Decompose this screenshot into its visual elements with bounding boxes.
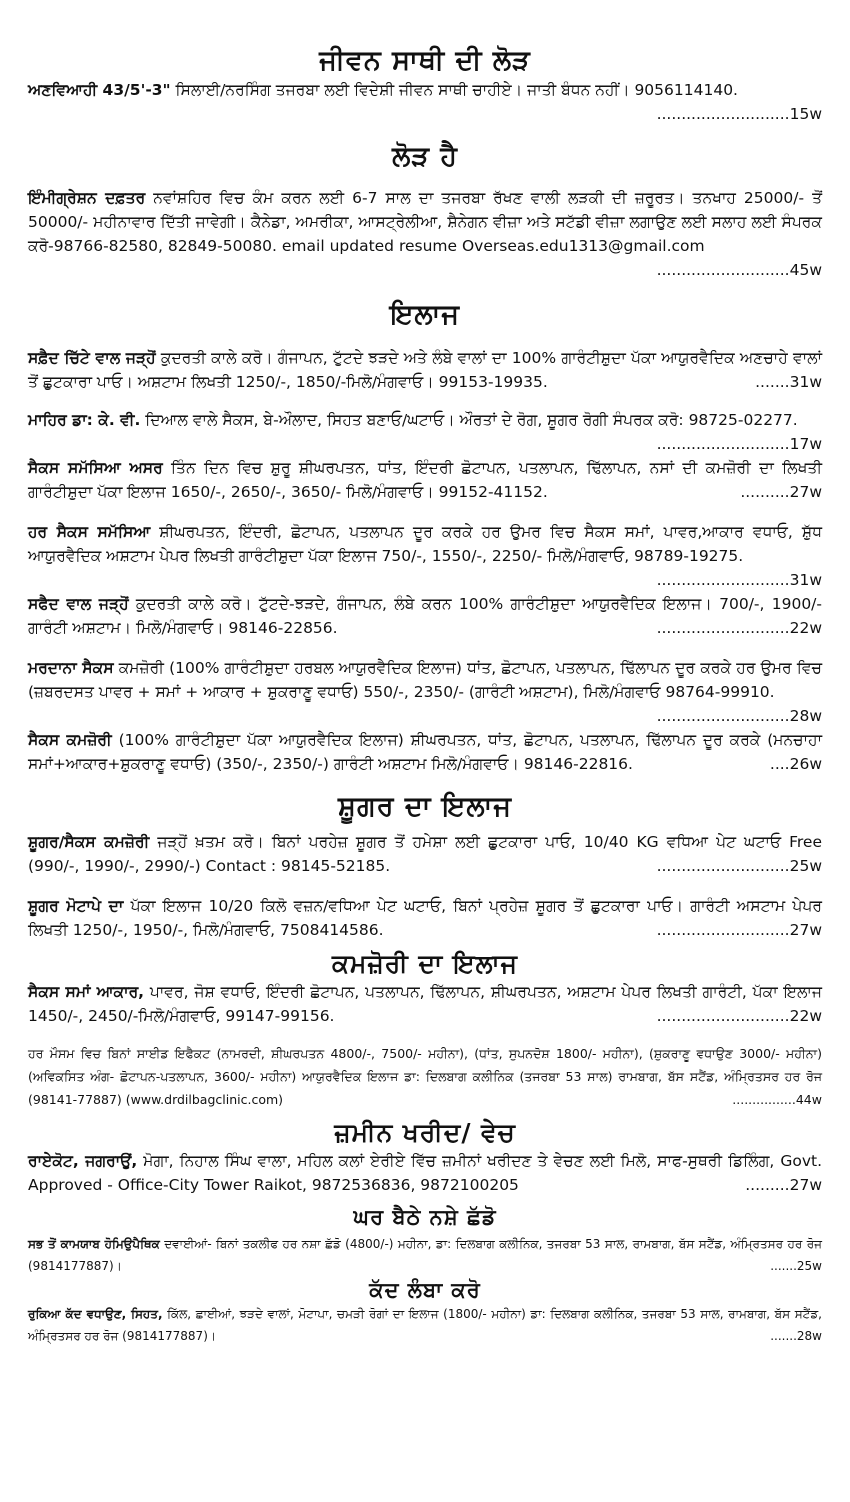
ad-male-sex-weakness bbox=[28, 656, 822, 725]
ad-lead: ਸਫ਼ੈਦ ਚਿੱਟੇ ਵਾਲ ਜੜ੍ਹੋਂ bbox=[28, 349, 156, 367]
ad-code: .......31w bbox=[755, 373, 822, 391]
section-heading-quit-addiction: ਘਰ ਬੈਠੇ ਨਸ਼ੇ ਛੱਡੋ bbox=[353, 1205, 497, 1229]
ad-white-hair-roots bbox=[28, 592, 822, 640]
ad-lead: ਸਫੈਦ ਵਾਲ ਜੜ੍ਹੋਂ bbox=[28, 595, 129, 613]
ad-body: ਕਿੱਲ, ਛਾਈਆਂ, ਝੜਦੇ ਵਾਲਾਂ, ਮੋਟਾਪਾ, ਚਮੜੀ ਰੋਗਾਂ ਦਾ ਇਲਾਜ (1800/- ਮਹੀਨਾ) ਡਾ: ਦਿਲਬਾਗ ਕਲੀਨਿਕ, ਤਜਰਬਾ 53 ਸਾਲ, ਰਾਮਬਾਗ, ਬੱਸ ਸਟੈਂਡ, ਅੰਮ੍ਰਿਤਸਰ ਹਰ ਰੋਜ (9814177887)। bbox=[28, 1307, 822, 1343]
ad-white-hair bbox=[28, 346, 822, 394]
ad-body: ਪਾਵਰ, ਜੋਸ਼ ਵਧਾਓ, ਇੰਦਰੀ ਛੋਟਾਪਨ, ਪਤਲਾਪਨ, ਢਿੱਲਾਪਨ, ਸ਼ੀਘਰਪਤਨ, ਅਸ਼ਟਾਮ ਪੇਪਰ ਲਿਖਤੀ ਗਾਰੰਟੀ, ਪੱਕਾ ਇਲਾਜ 1450/-, 2450/-ਮਿਲੋ/ਮੰਗਵਾਓ, 99147-99156. bbox=[28, 983, 822, 1025]
ad-lead: ਮਾਹਿਰ ਡਾ: ਕੇ. ਵੀ. bbox=[28, 411, 141, 429]
ad-body: ਮੋਗਾ, ਨਿਹਾਲ ਸਿੰਘ ਵਾਲਾ, ਮਹਿਲ ਕਲਾਂ ਏਰੀਏ ਵਿੱਚ ਜ਼ਮੀਨਾਂ ਖਰੀਦਣ ਤੇ ਵੇਚਣ ਲਈ ਮਿਲੋ, ਸਾਫ-ਸੁਥਰੀ ਡਿਲਿੰਗ, Govt. Approved - Office-City Tower Raikot, 9872536836, 9872100205 bbox=[28, 1152, 822, 1194]
section-heading-weakness-treatment: ਕਮਜ਼ੋਰੀ ਦਾ ਇਲਾਜ bbox=[331, 949, 519, 978]
ad-homeopathic-addiction bbox=[28, 1233, 822, 1277]
ad-code: ...........................22w bbox=[656, 1007, 822, 1025]
ad-sex-problem-effect bbox=[28, 456, 822, 504]
ad-body: ਦਿਆਲ ਵਾਲੇ ਸੈਕਸ, ਬੇ-ਔਲਾਦ, ਸਿਹਤ ਬਣਾਓ/ਘਟਾਓ। ਔਰਤਾਂ ਦੇ ਰੋਗ, ਸ਼ੂਗਰ ਰੋਗੀ ਸੰਪਰਕ ਕਰੋ: 98725-02277. bbox=[140, 411, 798, 429]
ad-immigration-office bbox=[28, 186, 822, 279]
ad-lead: ਸੈਕਸ ਸਮੱਸਿਆ ਅਸਰ bbox=[28, 459, 163, 477]
ad-body: ਦਵਾਈਆਂ- ਬਿਨਾਂ ਤਕਲੀਫ ਹਰ ਨਸ਼ਾ ਛੱਡੋ (4800/-) ਮਹੀਨਾ, ਡਾ: ਦਿਲਬਾਗ ਕਲੀਨਿਕ, ਤਜਰਬਾ 53 ਸਾਲ, ਰਾਮਬਾਗ, ਬੱਸ ਸਟੈਂਡ, ਅੰਮ੍ਰਿਤਸਰ ਹਰ ਰੋਜ (9814177887)। bbox=[28, 1237, 822, 1273]
ad-code: ...........................28w bbox=[656, 707, 822, 725]
ad-body: ਨਵਾਂਸ਼ਹਿਰ ਵਿਚ ਕੰਮ ਕਰਨ ਲਈ 6-7 ਸਾਲ ਦਾ ਤਜਰਬਾ ਰੱਖਣ ਵਾਲੀ ਲੜਕੀ ਦੀ ਜ਼ਰੂਰਤ। ਤਨਖਾਹ 25000/- ਤੋਂ 50000/- ਮਹੀਨਾਵਾਰ ਦਿੱਤੀ ਜਾਵੇਗੀ। ਕੈਨੇਡਾ, ਅਮਰੀਕਾ, ਆਸਟ੍ਰੇਲੀਆ, ਸ਼ੈਨੇਗਨ ਵੀਜ਼ਾ ਅਤੇ ਸਟੱਡੀ ਵੀਜ਼ਾ ਲਗਾਉਣ ਲਈ ਸਲਾਹ ਲਈ ਸੰਪਰਕ ਕਰੋ-98766-82580, 82849-50080. email updated resume Overseas.edu1313@gmail.com bbox=[28, 189, 822, 255]
ad-lead: ਇੰਮੀਗ੍ਰੇਸ਼ਨ ਦਫ਼ਤਰ bbox=[28, 189, 146, 207]
ad-body: ਕੁਦਰਤੀ ਕਾਲੇ ਕਰੋ। ਟੁੱਟਦੇ-ਝੜਦੇ, ਗੰਜਾਪਨ, ਲੰਬੇ ਕਰਨ 100% ਗਾਰੰਟੀਸ਼ੁਦਾ ਆਯੁਰਵੈਦਿਕ ਇਲਾਜ। 700/-, 1900/- ਗਾਰੰਟੀ ਅਸ਼ਟਾਮ। ਮਿਲੋ/ਮੰਗਵਾਓ। 98146-22856. bbox=[28, 595, 822, 637]
section-heading-sugar-treatment: ਸ਼ੂਗਰ ਦਾ ਇਲਾਜ bbox=[338, 791, 512, 822]
ad-sugar-sex-weakness bbox=[28, 830, 822, 878]
ad-sugar-obesity bbox=[28, 894, 822, 942]
ad-lead: ਅਣਵਿਆਹੀ 43/5'-3" bbox=[28, 81, 171, 99]
ad-code: ...........................22w bbox=[656, 619, 822, 637]
ad-body: ਕਮਜ਼ੋਰੀ (100% ਗਾਰੰਟੀਸ਼ੁਦਾ ਹਰਬਲ ਆਯੁਰਵੈਦਿਕ ਇਲਾਜ) ਧਾਂਤ, ਛੋਟਾਪਨ, ਪਤਲਾਪਨ, ਢਿੱਲਾਪਨ ਦੂਰ ਕਰਕੇ ਹਰ ਉਮਰ ਵਿਚ (ਜ਼ਬਰਦਸਤ ਪਾਵਰ + ਸਮਾਂ + ਆਕਾਰ + ਸ਼ੁਕਰਾਣੂ ਵਧਾਓ) 550/-, 2350/- (ਗਾਰੰਟੀ ਅਸ਼ਟਾਮ), ਮਿਲੋ/ਮੰਗਵਾਓ 98764-99910. bbox=[28, 659, 822, 701]
ad-body: ਜੜ੍ਹੋਂ ਖ਼ਤਮ ਕਰੋ। ਬਿਨਾਂ ਪਰਹੇਜ਼ ਸ਼ੂਗਰ ਤੋਂ ਹਮੇਸ਼ਾ ਲਈ ਛੁਟਕਾਰਾ ਪਾਓ, 10/40 KG ਵਧਿਆ ਪੇਟ ਘਟਾਓ Free (990/-, 1990/-, 2990/-) Contact : 98145-52185. bbox=[28, 833, 822, 875]
ad-code: ...........................27w bbox=[656, 921, 822, 939]
ad-body: ਸ਼ੀਘਰਪਤਨ, ਇੰਦਰੀ, ਛੋਟਾਪਨ, ਪਤਲਾਪਨ ਦੂਰ ਕਰਕੇ ਹਰ ਉਮਰ ਵਿਚ ਸੈਕਸ ਸਮਾਂ, ਪਾਵਰ,ਆਕਾਰ ਵਧਾਓ, ਸ਼ੁੱਧ ਆਯੁਰਵੈਦਿਕ ਅਸ਼ਟਾਮ ਪੇਪਰ ਲਿਖਤੀ ਗਾਰੰਟੀਸ਼ੁਦਾ ਪੱਕਾ ਇਲਾਜ 750/-, 1550/-, 2250/- ਮਿਲੋ/ਮੰਗਵਾਓ, 98789-19275. bbox=[28, 523, 822, 565]
ad-body: ਹਰ ਮੌਸਮ ਵਿਚ ਬਿਨਾਂ ਸਾਈਡ ਇਫੈਕਟ (ਨਾਮਰਦੀ, ਸ਼ੀਘਰਪਤਨ 4800/-, 7500/- ਮਹੀਨਾ), (ਧਾਂਤ, ਸੁਪਨਦੋਸ਼ 1800/- ਮਹੀਨਾ), (ਸ਼ੁਕਰਾਣੂ ਵਧਾਉਣ 3000/- ਮਹੀਨਾ) (ਅਵਿਕਸਿਤ ਅੰਗ- ਛੋਟਾਪਨ-ਪਤਲਾਪਨ, 3600/- ਮਹੀਨਾ) ਆਯੁਰਵੈਦਿਕ ਇਲਾਜ ਡਾ: ਦਿਲਬਾਗ ਕਲੀਨਿਕ (ਤਜਰਬਾ 53 ਸਾਲ) ਰਾਮਬਾਗ, ਬੱਸ ਸਟੈਂਡ, ਅੰਮ੍ਰਿਤਸਰ ਹਰ ਰੋਜ (98141-77887) (www.drdilbagclinic.com) bbox=[28, 1046, 822, 1107]
ad-matrimonial bbox=[28, 78, 822, 123]
ad-body: ਕੁਦਰਤੀ ਕਾਲੇ ਕਰੋ। ਗੰਜਾਪਨ, ਟੁੱਟਦੇ ਝੜਦੇ ਅਤੇ ਲੰਬੇ ਵਾਲਾਂ ਦਾ 100% ਗਾਰੰਟੀਸ਼ੁਦਾ ਪੱਕਾ ਆਯੁਰਵੈਦਿਕ ਅਣਚਾਹੇ ਵਾਲਾਂ ਤੋਂ ਛੁਟਕਾਰਾ ਪਾਓ। ਅਸ਼ਟਾਮ ਲਿਖਤੀ 1250/-, 1850/-ਮਿਲੋ/ਮੰਗਵਾਓ। 99153-19935. bbox=[28, 349, 822, 391]
section-heading-treatment: ਇਲਾਜ bbox=[389, 299, 461, 330]
ad-lead: ਰਾਏਕੋਟ, ਜਗਰਾਉਂ, bbox=[28, 1152, 138, 1170]
ad-lead: ਸਭ ਤੋਂ ਕਾਮਯਾਬ ਹੋਮਿਉਪੈਥਿਕ bbox=[28, 1237, 160, 1251]
ad-expert-doctor bbox=[28, 408, 822, 453]
ad-lead: ਰੁਕਿਆ ਕੱਦ ਵਧਾਉਣ, ਸਿਹਤ, bbox=[28, 1307, 163, 1321]
ad-body: (100% ਗਾਰੰਟੀਸ਼ੁਦਾ ਪੱਕਾ ਆਯੁਰਵੈਦਿਕ ਇਲਾਜ) ਸ਼ੀਘਰਪਤਨ, ਧਾਂਤ, ਛੋਟਾਪਨ, ਪਤਲਾਪਨ, ਢਿੱਲਾਪਨ ਦੂਰ ਕਰਕੇ (ਮਨਚਾਹਾ ਸਮਾਂ+ਆਕਾਰ+ਸ਼ੁਕਰਾਣੂ ਵਧਾਓ) (350/-, 2350/-) ਗਾਰੰਟੀ ਅਸ਼ਟਾਮ ਮਿਲੋ/ਮੰਗਵਾਓ। 98146-22816. bbox=[28, 731, 822, 773]
ad-lead: ਸੈਕਸ ਸਮਾਂ ਆਕਾਰ, bbox=[28, 983, 145, 1001]
ad-body: ਤਿੰਨ ਦਿਨ ਵਿਚ ਸ਼ੁਰੂ ਸ਼ੀਘਰਪਤਨ, ਧਾਂਤ, ਇੰਦਰੀ ਛੋਟਾਪਨ, ਪਤਲਾਪਨ, ਢਿੱਲਾਪਨ, ਨਸਾਂ ਦੀ ਕਮਜ਼ੋਰੀ ਦਾ ਲਿਖਤੀ ਗਾਰੰਟੀਸ਼ੁਦਾ ਪੱਕਾ ਇਲਾਜ 1650/-, 2650/-, 3650/- ਮਿਲੋ/ਮੰਗਵਾਓ। 99152-41152. bbox=[28, 459, 822, 501]
ad-height-growth bbox=[28, 1303, 822, 1347]
ad-code: ...........................25w bbox=[656, 857, 822, 875]
section-heading-land-buy-sell: ਜ਼ਮੀਨ ਖਰੀਦ/ ਵੇਚ bbox=[334, 1118, 516, 1147]
ad-code: ....26w bbox=[769, 755, 822, 773]
ad-body: ਪੱਕਾ ਇਲਾਜ 10/20 ਕਿਲੋ ਵਜ਼ਨ/ਵਧਿਆ ਪੇਟ ਘਟਾਓ, ਬਿਨਾਂ ਪ੍ਰਹੇਜ਼ ਸ਼ੂਗਰ ਤੋਂ ਛੁਟਕਾਰਾ ਪਾਓ। ਗਾਰੰਟੀ ਅਸਟਾਮ ਪੇਪਰ ਲਿਖਤੀ 1250/-, 1950/-, ਮਿਲੋ/ਮੰਗਵਾਓ, 7508414586. bbox=[28, 897, 822, 939]
ad-lead: ਸੈਕਸ ਕਮਜ਼ੋਰੀ bbox=[28, 731, 112, 749]
ad-lead: ਮਰਦਾਨਾ ਸੈਕਸ bbox=[28, 659, 114, 677]
ad-code: ................44w bbox=[732, 1092, 822, 1107]
section-heading-life-partner: ਜੀਵਨ ਸਾਥੀ ਦੀ ਲੋੜ bbox=[319, 45, 531, 76]
ad-lead: ਹਰ ਸੈਕਸ ਸਮੱਸਿਆ bbox=[28, 523, 151, 541]
ad-code: ...........................31w bbox=[656, 571, 822, 589]
section-heading-wanted: ਲੋੜ ਹੈ bbox=[392, 141, 458, 172]
ad-code: .........27w bbox=[745, 1176, 822, 1194]
section-heading-increase-height: ਕੱਦ ਲੰਬਾ ਕਰੋ bbox=[369, 1278, 481, 1302]
ad-every-sex-problem bbox=[28, 520, 822, 589]
ad-lead: ਸ਼ੂਗਰ ਮੋਟਾਪੇ ਦਾ bbox=[28, 897, 124, 915]
ad-code: .......28w bbox=[770, 1329, 822, 1343]
ad-lead: ਸ਼ੂਗਰ/ਸੈਕਸ ਕਮਜ਼ੋਰੀ bbox=[28, 833, 150, 851]
ad-sex-weakness bbox=[28, 728, 822, 776]
ad-code: ...........................15w bbox=[656, 105, 822, 123]
ad-land-raikot bbox=[28, 1149, 822, 1197]
ad-code: ...........................45w bbox=[656, 261, 822, 279]
ad-code: ..........27w bbox=[740, 483, 822, 501]
ad-body: ਸਿਲਾਈ/ਨਰਸਿੰਗ ਤਜਰਬਾ ਲਈ ਵਿਦੇਸ਼ੀ ਜੀਵਨ ਸਾਥੀ ਚਾਹੀਏ। ਜਾਤੀ ਬੰਧਨ ਨਹੀਂ। 9056114140. bbox=[170, 81, 738, 99]
ad-sex-time-size bbox=[28, 980, 822, 1028]
ad-code: ...........................17w bbox=[656, 435, 822, 453]
ad-code: .......25w bbox=[770, 1259, 822, 1273]
ad-dilbag-clinic-season bbox=[28, 1042, 822, 1111]
